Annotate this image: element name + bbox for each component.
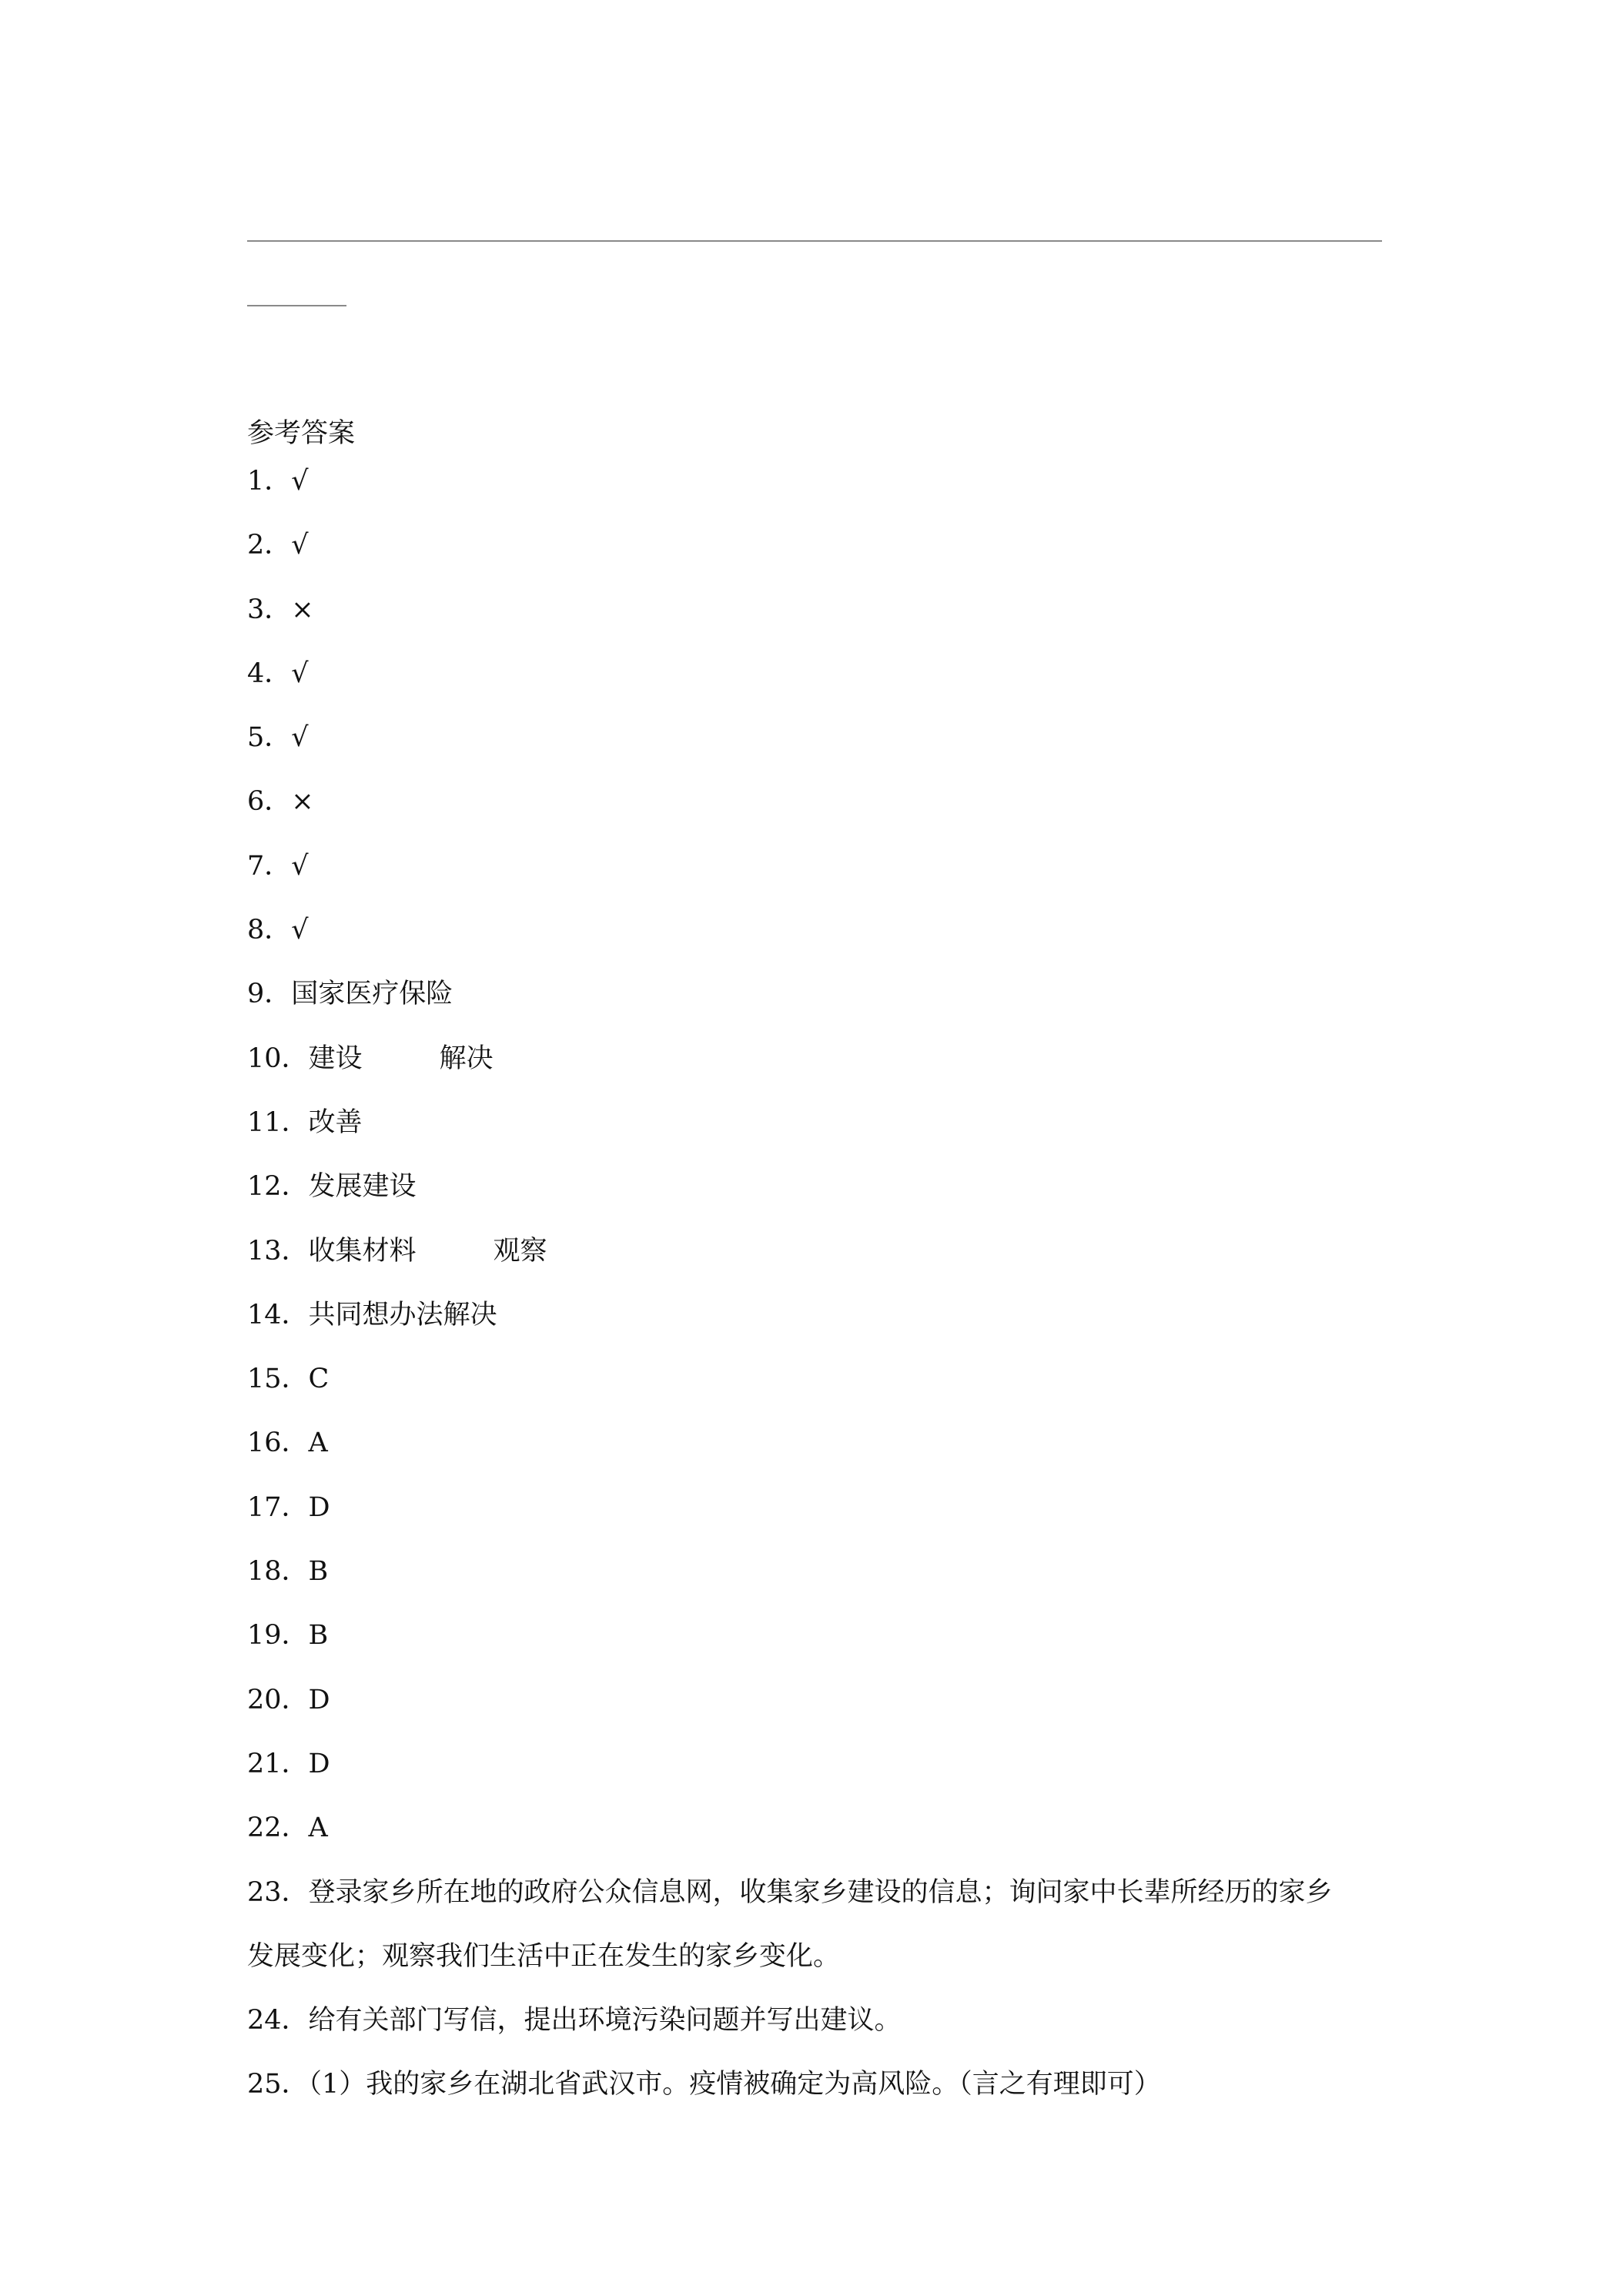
answer-line: 24．给有关部门写信，提出环境污染问题并写出建议。 — [247, 2005, 902, 2037]
answer-line: 7．√ — [247, 850, 309, 882]
answer-line: 2．√ — [247, 530, 309, 561]
answer-line: 14．共同想办法解决 — [247, 1299, 497, 1330]
answer-line: 18．B — [247, 1556, 329, 1588]
answer-blank-line-end — [247, 305, 346, 306]
answer-part: 13．收集材料 — [247, 1235, 417, 1267]
answer-line: 8．√ — [247, 915, 309, 946]
answer-blank-line — [247, 240, 1382, 242]
answer-line — [247, 1042, 1387, 1106]
answer-line: 22．A — [247, 1812, 328, 1844]
answer-line: 4．√ — [247, 658, 309, 689]
answer-line: 20．D — [247, 1684, 330, 1715]
answer-part: 解决 — [439, 1043, 494, 1074]
answer-line: 16．A — [247, 1427, 328, 1459]
answer-line: 23．登录家乡所在地的政府公众信息网，收集家乡建设的信息；询问家中长辈所经历的家乡 — [247, 1876, 1333, 1908]
answer-line: 12．发展建设 — [247, 1171, 417, 1203]
answer-line: 6．× — [247, 786, 314, 818]
answer-line: 发展变化；观察我们生活中正在发生的家乡变化。 — [247, 1940, 841, 1972]
answer-line: 5．√ — [247, 722, 309, 754]
answer-line: 25．（1）我的家乡在湖北省武汉市。疫情被确定为高风险。（言之有理即可） — [247, 2069, 1161, 2100]
answer-line: 17．D — [247, 1491, 330, 1523]
answer-line: 11．改善 — [247, 1106, 363, 1138]
answer-line: 9．国家医疗保险 — [247, 979, 453, 1010]
answer-key-heading: 参考答案 — [247, 418, 356, 449]
answer-line: 21．D — [247, 1748, 330, 1779]
answer-line: 15．C — [247, 1364, 330, 1395]
answer-line: 3．× — [247, 594, 314, 625]
answer-line: 1．√ — [247, 466, 309, 497]
answer-part: 观察 — [493, 1235, 547, 1267]
answer-part: 10．建设 — [247, 1043, 363, 1074]
answer-line: 19．B — [247, 1620, 329, 1652]
answer-list — [247, 464, 1387, 2132]
answer-line — [247, 1234, 1387, 1298]
